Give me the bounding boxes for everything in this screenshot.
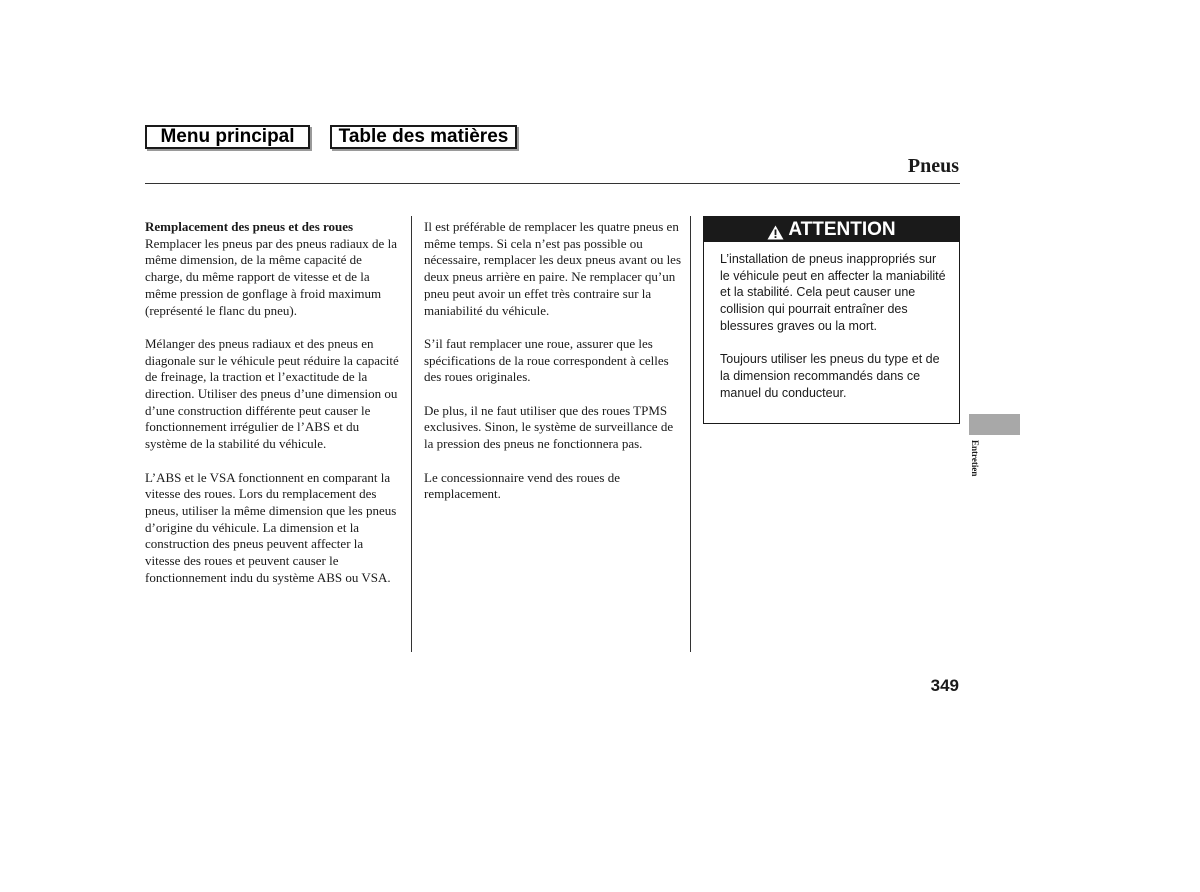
text-column-1: [145, 219, 401, 603]
column-divider: [411, 216, 412, 652]
paragraph: De plus, il ne faut utiliser que des roues TPMS exclusives. Sinon, le système de surveillance de la pression des pneus ne fonctionnera pas.: [424, 402, 674, 452]
warning-box: [703, 216, 960, 424]
paragraph: S’il faut remplacer une roue, assurer que les spécifications de la roue correspondent à celles des roues originales.: [424, 335, 669, 385]
section-heading: Remplacement des pneus et des roues: [145, 219, 354, 234]
text-column-2: [424, 219, 682, 520]
paragraph: Il est préférable de remplacer les quatre pneus en même temps. Si cela n’est pas possible ou nécessaire, remplacer les deux pneus avant ou les deux pneus arrière en paire. Ne remplacer qu’un pneu peut avoir un effet très contraire sur la maniabilité du véhicule.: [424, 219, 682, 318]
paragraph: L’ABS et le VSA fonctionnent en comparant la vitesse des roues. Lors du remplacement des pneus, utiliser la même dimension que les pneus d’origine du véhicule. La dimension et la construction des pneus peuvent affecter la vitesse des roues et peuvent causer le fonctionnement indu du système ABS ou VSA.: [145, 469, 397, 585]
page-title: Pneus: [907, 155, 959, 177]
warning-body: [704, 242, 959, 401]
main-menu-button[interactable]: Menu principal: [145, 125, 310, 149]
paragraph: Le concessionnaire vend des roues de remplacement.: [424, 469, 621, 502]
warning-triangle-icon: [767, 222, 784, 237]
table-of-contents-button[interactable]: Table des matières: [330, 125, 517, 149]
warning-paragraph: Toujours utiliser les pneus du type et de la dimension recommandés dans ce manuel du conducteur.: [720, 352, 940, 400]
section-tab: [969, 414, 1020, 435]
warning-header: [704, 217, 959, 242]
title-divider: [145, 183, 960, 184]
column-divider: [690, 216, 691, 652]
page-number: 349: [930, 676, 959, 695]
warning-paragraph: L’installation de pneus inappropriés sur le véhicule peut en affecter la maniabilité et la stabilité. Cela peut causer une collision qui pourrait entraîner des blessures graves ou la mort.: [720, 252, 946, 333]
section-tab-label: Entretien: [970, 440, 980, 477]
warning-title: ATTENTION: [788, 219, 896, 240]
paragraph: Remplacer les pneus par des pneus radiaux de la même dimension, de la même capacité de charge, du même rapport de vitesse et de la même pression de gonflage à froid maximum (représenté le flanc du pneu).: [145, 235, 397, 318]
paragraph: Mélanger des pneus radiaux et des pneus en diagonale sur le véhicule peut réduire la capacité de freinage, la traction et l’exactitude de la direction. Utiliser des pneus d’une dimension ou d’une construction différente peut causer le fonctionnement irrégulier de l’ABS et du système de la stabilité du véhicule.: [145, 335, 399, 452]
